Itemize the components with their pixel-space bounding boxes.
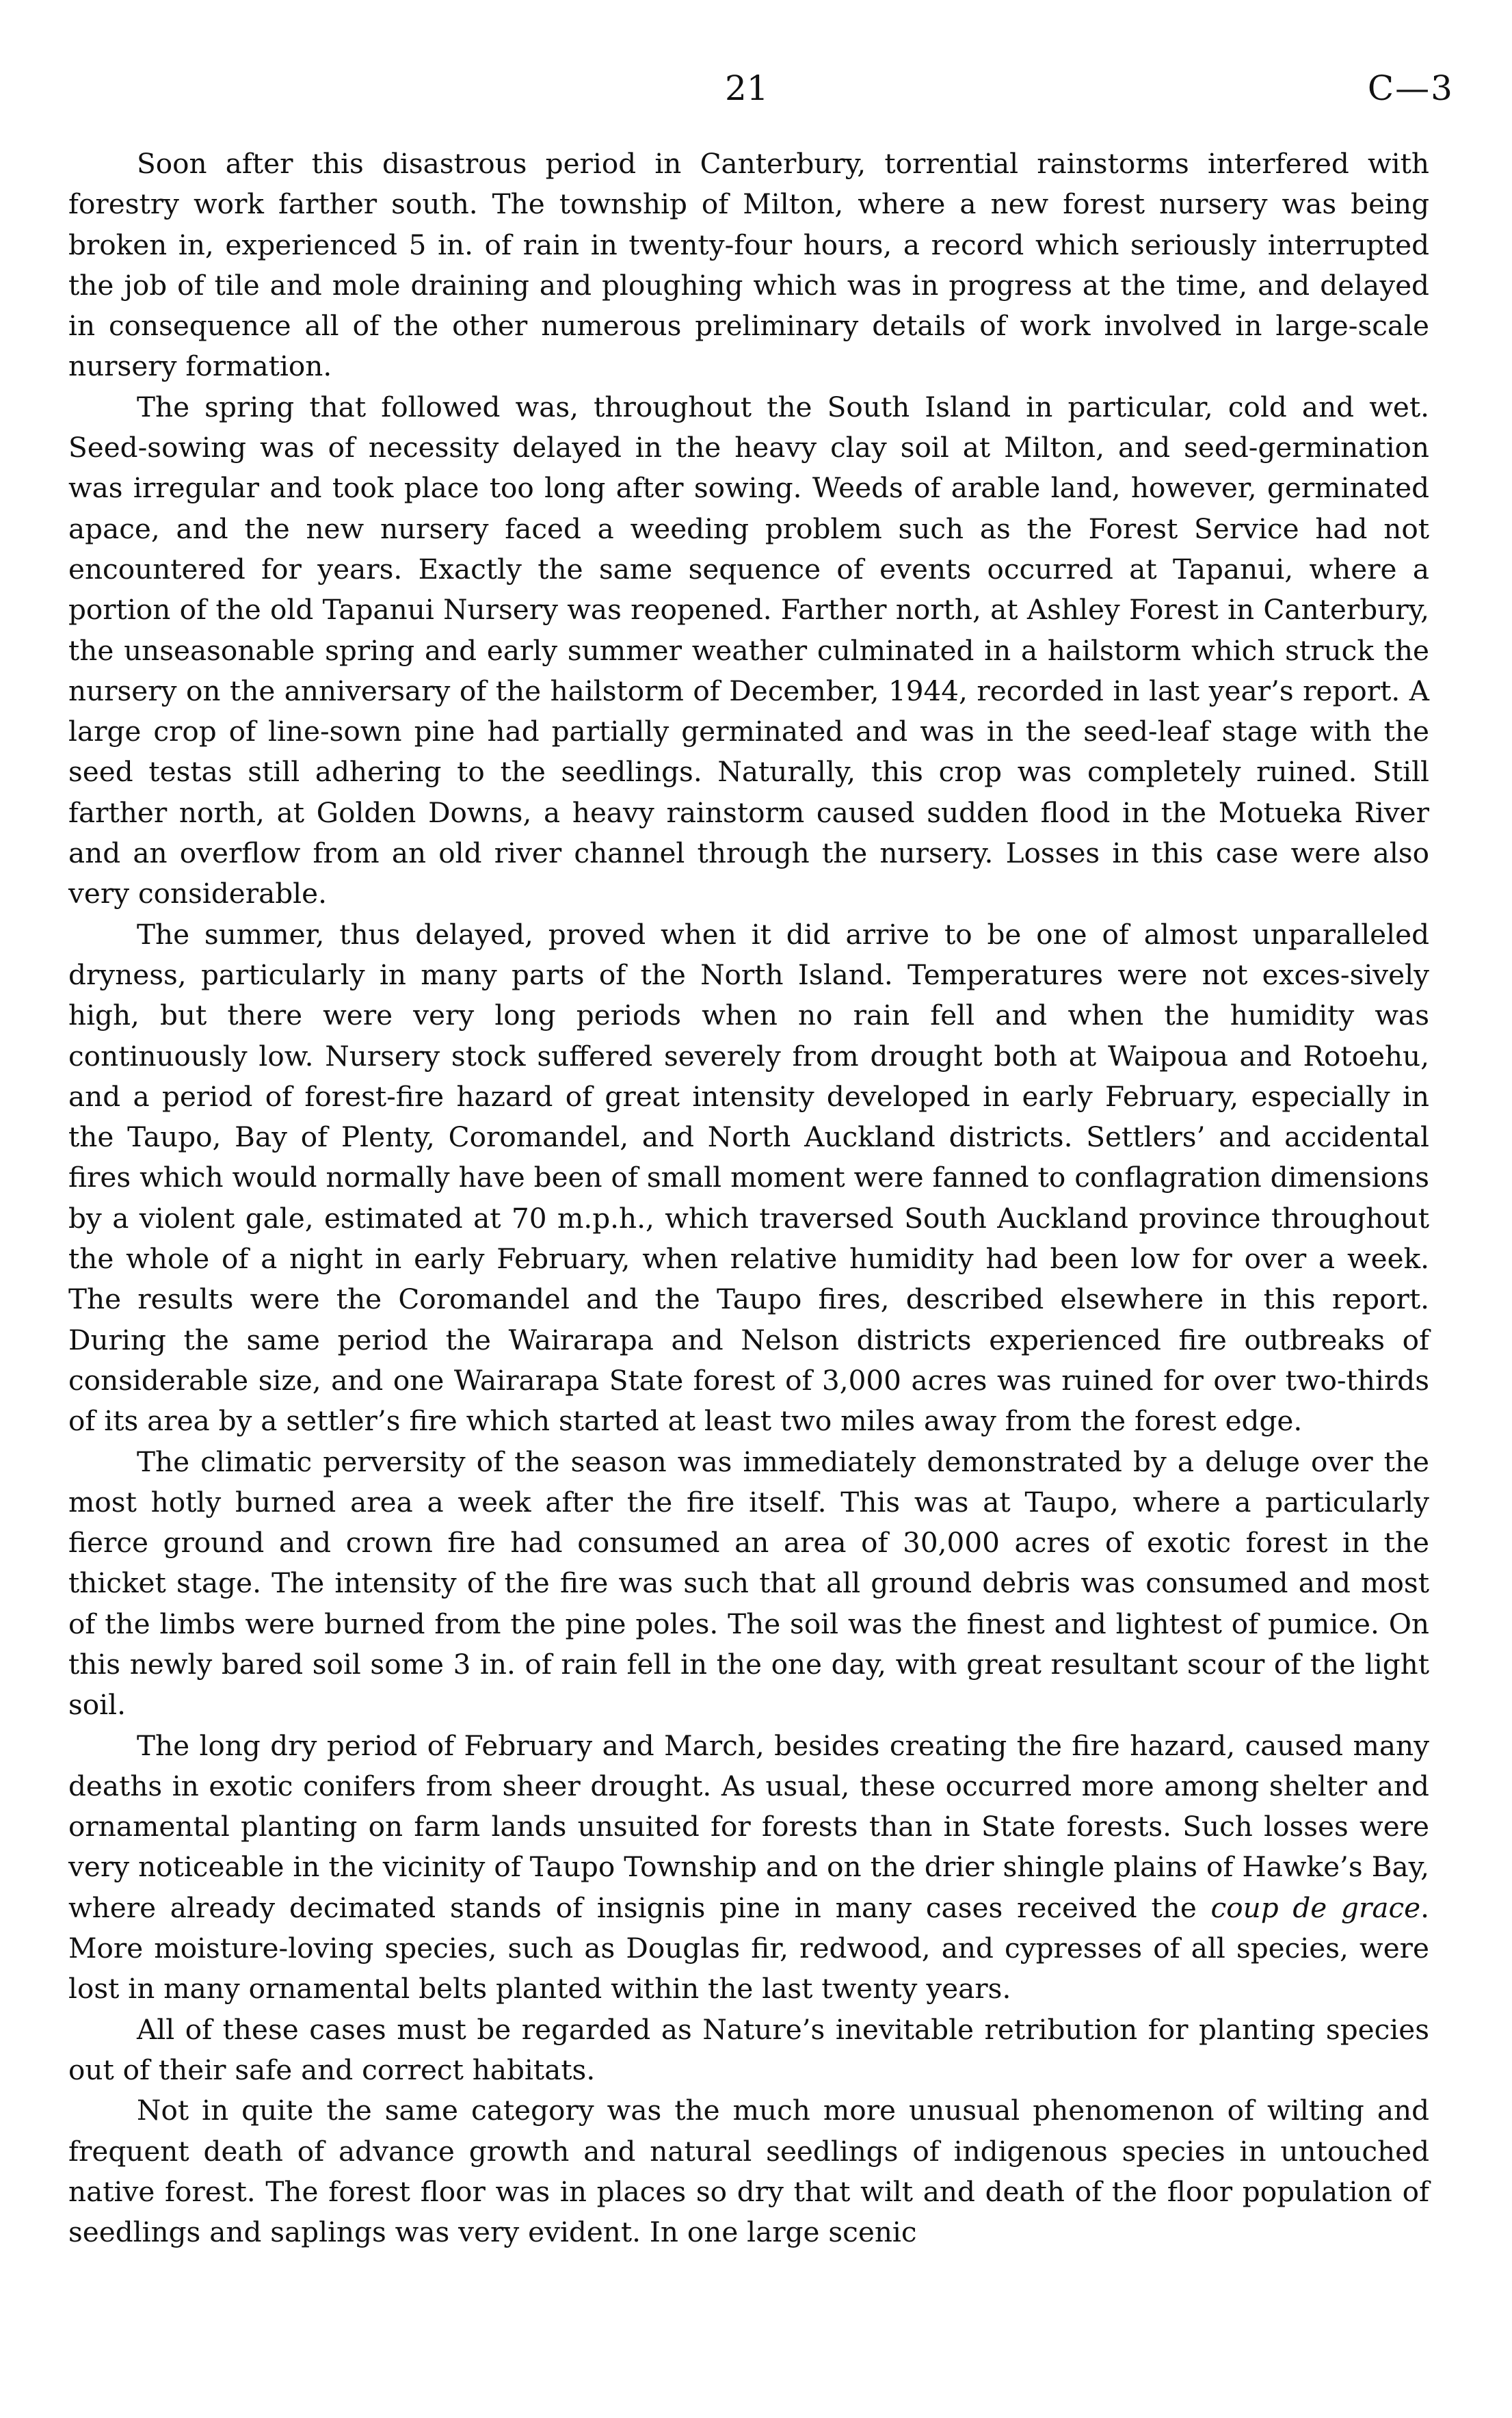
document-reference: C—3 xyxy=(1367,68,1454,108)
page-header xyxy=(0,68,1512,123)
paragraph-taupo-deluge: The climatic perversity of the season was immediately demonstrated by a deluge over the most hotly burned area a week after the fire itself. This was at Taupo, where a particularly fierce ground and crown fire had consumed an area of 30,000 acres of exotic forest in the thicket stage. The intensity of the fire was such that all ground debris was consumed and most of the limbs were burned from the pine poles. The soil was the finest and lightest of pumice. On this newly bared soil some 3 in. of rain fell in the one day, with great resultant scour of the light soil. xyxy=(68,1445,1429,1722)
paragraph-drought-deaths xyxy=(68,1726,1429,2010)
paragraph-native-forest-wilting: Not in quite the same category was the much more unusual phenomenon of wilting and frequent death of advance growth and natural seedlings of indigenous species in untouched native forest. The forest floor was in places so dry that wilt and death of the floor population of seedlings and saplings was very evident. In one large scenic xyxy=(68,2094,1429,2249)
page-number: 21 xyxy=(725,68,769,108)
paragraph-drought-deaths-text-end: . More moisture-loving species, such as Douglas fir, redwood, and cypresses of all species, were lost in many ornamental belts planted within the last twenty years. xyxy=(68,1891,1429,2006)
italic-phrase: coup de grace xyxy=(1210,1891,1421,1924)
paragraph-summer-drought: The summer, thus delayed, proved when it did arrive to be one of almost unparalleled dryness, particularly in many parts of the North Island. Temperatures were not exces-sively high, but there were very long periods when no rain fell and when the humidity was continuously low. Nursery stock suffered severely from drought both at Waipoua and Rotoehu, and a period of forest-fire hazard of great intensity developed in early February, especially in the Taupo, Bay of Plenty, Coromandel, and North Auckland districts. Settlers’ and accidental fires which would normally have been of small moment were fanned to conflagration dimensions by a violent gale, estimated at 70 m.p.h., which traversed South Auckland province throughout the whole of a night in early February, when relative humidity had been low for over a week. The results were the Coromandel and the Taupo fires, described elsewhere in this report. During the same period the Wairarapa and Nelson districts experienced fire outbreaks of considerable size, and one Wairarapa State forest of 3,000 acres was ruined for over two-thirds of its area by a settler’s fire which started at least two miles away from the forest edge. xyxy=(68,917,1429,1438)
paragraph-spring-conditions: The spring that followed was, throughout the South Island in particular, cold and wet. Seed-sowing was of necessity delayed in the heavy clay soil at Milton, and seed-germination was irregular and took place too long after sowing. Weeds of arable land, however, germinated apace, and the new nursery faced a weeding problem such as the Forest Service had not encountered for years. Exactly the same sequence of events occurred at Tapanui, where a portion of the old Tapanui Nursery was reopened. Farther north, at Ashley Forest in Canterbury, the unseasonable spring and early summer weather culminated in a hailstorm which struck the nursery on the anniversary of the hailstorm of December, 1944, recorded in last year’s report. A large crop of line-sown pine had partially germinated and was in the seed-leaf stage with the seed testas still adhering to the seedlings. Naturally, this crop was completely ruined. Still farther north, at Golden Downs, a heavy rainstorm caused sudden flood in the Motueka River and an overflow from an old river channel through the nursery. Losses in this case were also very considerable. xyxy=(68,390,1429,910)
paragraph-drought-deaths-text-start: The long dry period of February and March, besides creating the fire hazard, caused many deaths in exotic conifers from sheer drought. As usual, these occurred more among shelter and ornamental planting on farm lands unsuited for forests than in State forests. Such losses were very noticeable in the vicinity of Taupo Township and on the drier shingle plains of Hawke’s Bay, where already decimated stands of insignis pine in many cases received the xyxy=(68,1729,1429,1924)
body-text xyxy=(68,144,1429,2252)
paragraph-canterbury-rainstorms: Soon after this disastrous period in Canterbury, torrential rainstorms interfered with forestry work farther south. The township of Milton, where a new forest nursery was being broken in, experienced 5 in. of rain in twenty-four hours, a record which seriously interrupted the job of tile and mole draining and ploughing which was in progress at the time, and delayed in consequence all of the other numerous preliminary details of work involved in large-scale nursery formation. xyxy=(68,147,1429,383)
paragraph-natures-retribution: All of these cases must be regarded as Nature’s inevitable retribution for planting species out of their safe and correct habitats. xyxy=(68,2012,1429,2086)
